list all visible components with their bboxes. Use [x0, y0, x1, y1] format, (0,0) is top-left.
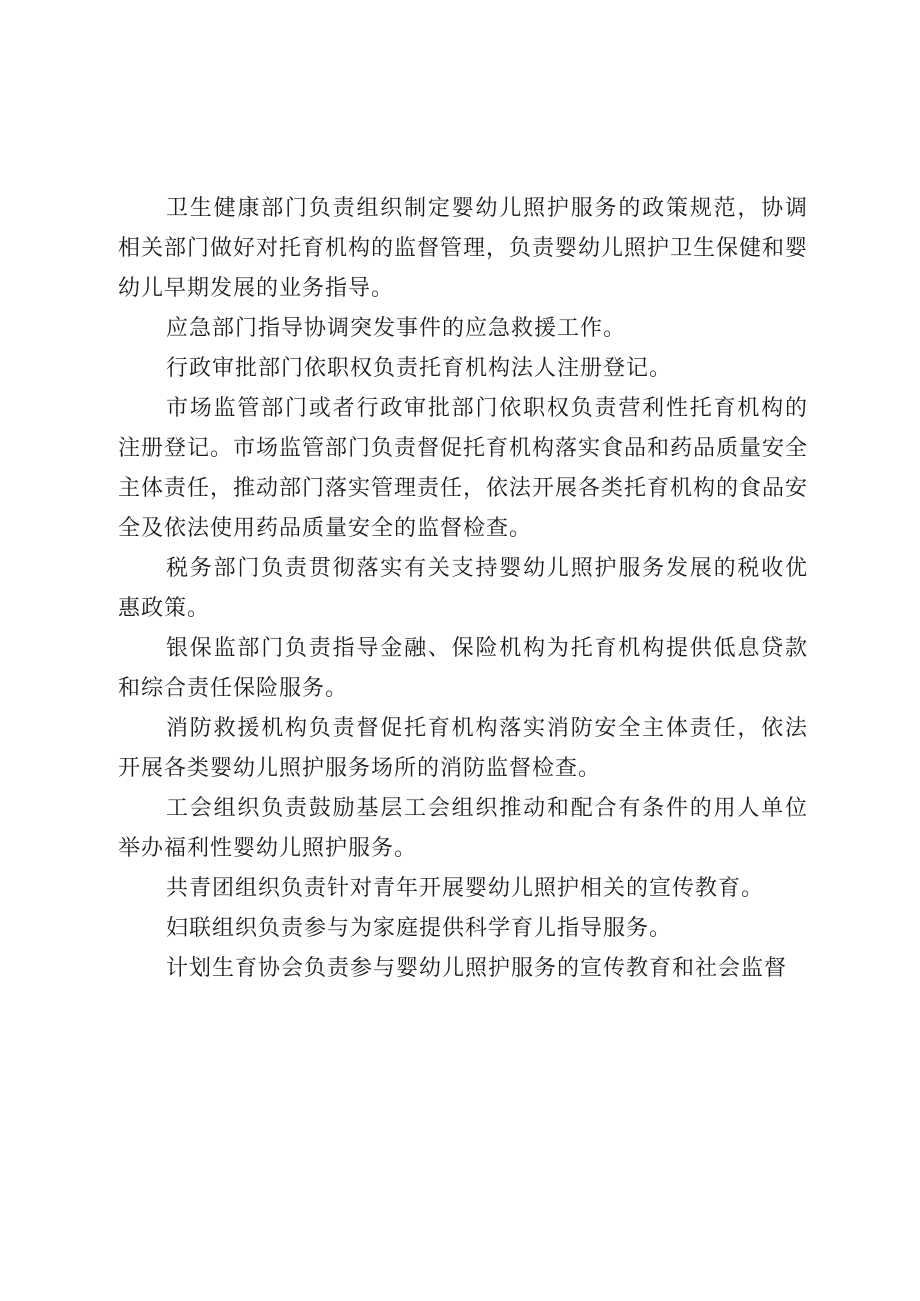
- paragraph-administrative-approval: 行政审批部门依职权负责托育机构法人注册登记。: [166, 356, 673, 381]
- paragraph-market-supervision: 市场监管部门或者行政审批部门依职权负责营利性托育机构的注册登记。市场监管部门负责督促托育机构落实食品和药品质量安全主体责任，推动部门落实管理责任，依法开展各类托育机构的食品安全及依法使用药品质量安全的监督检查。: [118, 396, 809, 541]
- paragraph-youth-league: 共青团组织负责针对青年开展婴幼儿照护相关的宣传教育。: [166, 876, 765, 901]
- paragraph-womens-federation: 妇联组织负责参与为家庭提供科学育儿指导服务。: [166, 916, 673, 941]
- paragraph-family-planning: 计划生育协会负责参与婴幼儿照护服务的宣传教育和社会监督: [166, 956, 788, 981]
- paragraph-banking-insurance: 银保监部门负责指导金融、保险机构为托育机构提供低息贷款和综合责任保险服务。: [118, 636, 808, 701]
- paragraph-tax-department: 税务部门负责贯彻落实有关支持婴幼儿照护服务发展的税收优惠政策。: [118, 556, 808, 621]
- paragraph-fire-rescue: 消防救援机构负责督促托育机构落实消防安全主体责任，依法开展各类婴幼儿照护服务场所的消防监督检查。: [118, 716, 808, 781]
- document-body: [118, 189, 808, 989]
- paragraph-health-department: 卫生健康部门负责组织制定婴幼儿照护服务的政策规范，协调相关部门做好对托育机构的监督管理，负责婴幼儿照护卫生保健和婴幼儿早期发展的业务指导。: [118, 196, 809, 301]
- paragraph-trade-union: 工会组织负责鼓励基层工会组织推动和配合有条件的用人单位举办福利性婴幼儿照护服务。: [118, 796, 808, 861]
- paragraph-emergency-department: 应急部门指导协调突发事件的应急救援工作。: [166, 316, 627, 341]
